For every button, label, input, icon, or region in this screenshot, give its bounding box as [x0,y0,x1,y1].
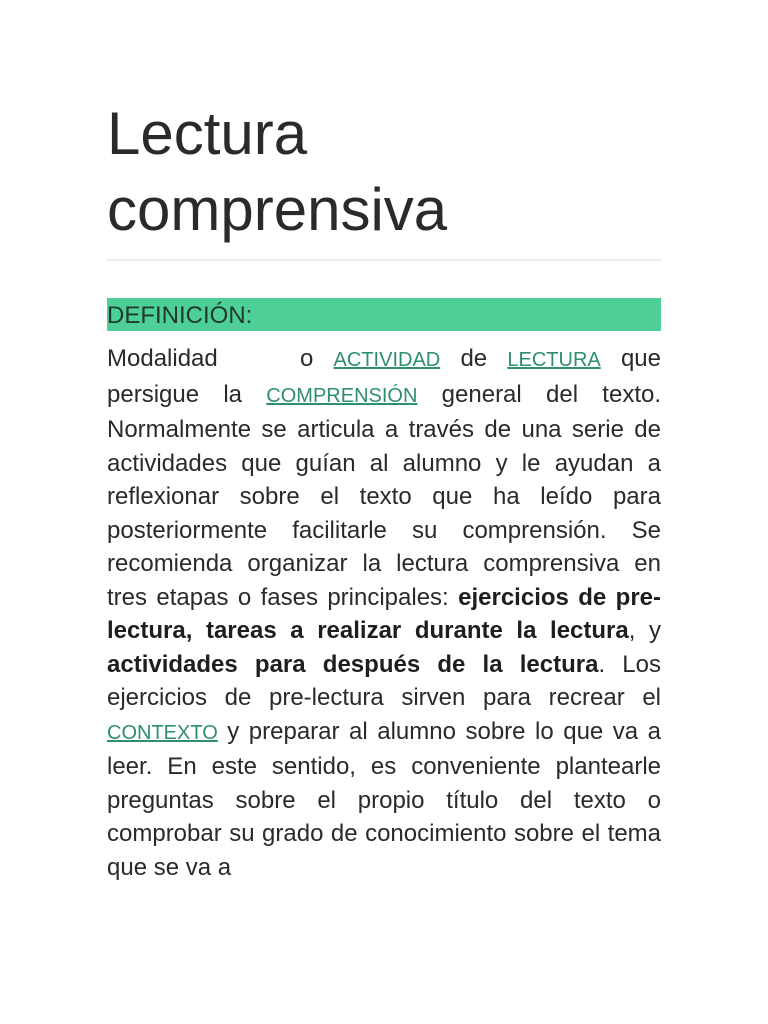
text-segment: o [279,345,334,372]
text-segment: . Los ejercicios de pre-lectura sirven para recrear el [107,650,661,711]
link-comprension[interactable]: COMPRENSIÓN [266,384,418,407]
link-lectura[interactable]: LECTURA [507,349,601,371]
text-segment: y preparar al alumno sobre lo que va a leer. En este sentido, es conveniente plantearle preguntas sobre el propio título del texto o comprobar su grado de conocimiento sobre el tema que se va a [107,717,661,881]
text-segment: que persigue la [107,345,661,408]
section-heading-definicion: DEFINICIÓN: [107,298,661,331]
title-divider [107,259,661,261]
page-title: Lectura comprensiva [107,100,448,243]
text-segment: general del texto. Normalmente se articula a través de una serie de actividades que guían al alumno y le ayudan a reflexionar sobre el texto que ha leído para posteriormente facilitarle su comprensión. Se recomienda organizar la lectura comprensiva en tres etapas o fases principales: [107,380,661,611]
link-actividad[interactable]: ACTIVIDAD [333,349,441,371]
text-segment: Modalidad [107,345,218,372]
text-segment: , y [628,617,662,644]
bold-phrase-despues: actividades para después de la lectura [107,650,599,678]
text-segment: de [440,345,508,372]
bold-phrase-prelectura: ejercicios de pre-lectura, tareas a realizar durante la lectura [107,583,661,644]
definition-paragraph [107,342,661,884]
link-contexto[interactable]: CONTEXTO [107,721,218,744]
